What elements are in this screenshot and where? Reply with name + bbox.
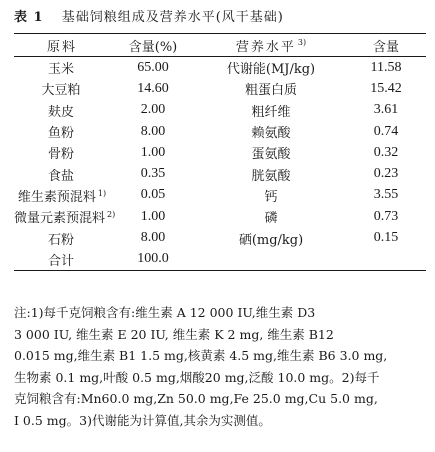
nutrient-cell: 磷 [264, 211, 278, 227]
ingredient-cell [14, 57, 110, 79]
ingredient-cell [14, 100, 110, 121]
ingredient-name: 食盐 [47, 168, 74, 184]
diet-composition-table [14, 33, 426, 271]
table-row [14, 78, 426, 99]
table-header-row [14, 34, 426, 57]
header-nutrient-level [196, 34, 346, 57]
header-content: 含量 [346, 34, 426, 57]
table-row [14, 185, 426, 206]
table-row [14, 249, 426, 271]
table-row [14, 100, 426, 121]
nutrient-value-cell: 3.61 [373, 102, 399, 118]
table-number: 表 1 [14, 10, 44, 25]
nutrient-value-cell: 0.23 [373, 166, 399, 182]
nutrient-cell: 赖氨酸 [251, 126, 291, 142]
content-pct-cell: 100.0 [110, 249, 196, 271]
content-pct-cell: 8.00 [140, 123, 166, 139]
nutrient-value-cell: 0.73 [373, 208, 399, 224]
footnote-line: 克饲粮含有:Mn60.0 mg,Zn 50.0 mg,Fe 25.0 mg,Cu 5.0 mg, [14, 391, 378, 406]
nutrient-value-cell: 11.58 [370, 59, 402, 75]
nutrient-cell: 钙 [264, 189, 278, 205]
ingredient-name: 石粉 [47, 232, 74, 248]
content-pct-cell: 8.00 [140, 230, 166, 246]
table-row [14, 206, 426, 227]
nutrient-cell: 粗蛋白质 [244, 83, 297, 99]
content-pct-cell: 0.35 [140, 166, 166, 182]
footnote-line: 0.015 mg,维生素 B1 1.5 mg,核黄素 4.5 mg,维生素 B6 3.0 mg, [14, 348, 388, 363]
table-title: 基础饲粮组成及营养水平(风干基础) [61, 10, 284, 25]
nutrient-cell [196, 249, 346, 271]
nutrient-cell: 胱氨酸 [251, 168, 291, 184]
ingredient-name: 麸皮 [47, 104, 74, 120]
table-row [14, 227, 426, 248]
content-pct-cell: 65.00 [137, 59, 169, 75]
content-pct-cell: 1.00 [140, 144, 166, 160]
ingredient-name: 骨粉 [47, 147, 74, 163]
nutrient-value-cell: 15.42 [370, 80, 402, 96]
nutrient-value-cell: 0.74 [373, 123, 399, 139]
ingredient-footnote: 1) [97, 188, 107, 198]
ingredient-cell [14, 249, 110, 271]
ingredient-cell [14, 185, 110, 206]
ingredient-cell [14, 227, 110, 248]
ingredient-cell [14, 206, 116, 227]
table-row [14, 121, 426, 142]
content-pct-cell: 14.60 [137, 80, 169, 96]
ingredient-name: 鱼粉 [47, 126, 74, 142]
header-ingredient: 原料 [14, 34, 110, 57]
ingredient-name: 玉米 [47, 62, 74, 78]
footnote-line: 生物素 0.1 mg,叶酸 0.5 mg,烟酸20 mg,泛酸 10.0 mg。2)每千 [14, 369, 380, 385]
content-pct-cell: 2.00 [140, 102, 166, 118]
nutrient-cell: 粗纤维 [251, 104, 291, 120]
header-content-pct: 含量(%) [110, 34, 196, 57]
table-row [14, 57, 426, 79]
ingredient-cell [14, 78, 110, 99]
header-nutrient-level-text: 营养水平 [235, 39, 296, 55]
ingredient-name: 合计 [47, 253, 74, 269]
ingredient-name: 微量元素预混料 [14, 211, 106, 227]
content-pct-cell: 1.00 [140, 208, 166, 224]
nutrient-cell: 硒(mg/kg) [238, 232, 304, 248]
table-caption [14, 8, 424, 28]
nutrient-cell: 蛋氨酸 [251, 147, 291, 163]
ingredient-cell [14, 142, 110, 163]
nutrient-value-cell: 0.15 [373, 230, 399, 246]
footnote-line: 注:1)每千克饲粮含有:维生素 A 12 000 IU,维生素 D3 [14, 305, 316, 320]
nutrient-value-cell: 0.32 [373, 144, 399, 160]
table-row [14, 163, 426, 184]
nutrient-cell: 代谢能(MJ/kg) [226, 62, 316, 78]
header-nutrient-level-footnote: 3) [297, 38, 307, 48]
table-row [14, 142, 426, 163]
ingredient-name: 大豆粕 [41, 83, 81, 99]
ingredient-cell [14, 121, 110, 142]
table-footnote [14, 302, 420, 431]
nutrient-value-cell: 3.55 [373, 187, 399, 203]
nutrient-value-cell [346, 249, 426, 271]
ingredient-footnote: 2) [107, 209, 116, 219]
footnote-line: I 0.5 mg。3)代谢能为计算值,其余为实测值。 [14, 412, 271, 428]
footnote-line: 3 000 IU, 维生素 E 20 IU, 维生素 K 2 mg, 维生素 B12 [14, 326, 334, 342]
ingredient-cell [14, 163, 110, 184]
ingredient-name: 维生素预混料 [17, 189, 96, 205]
content-pct-cell: 0.05 [140, 187, 166, 203]
